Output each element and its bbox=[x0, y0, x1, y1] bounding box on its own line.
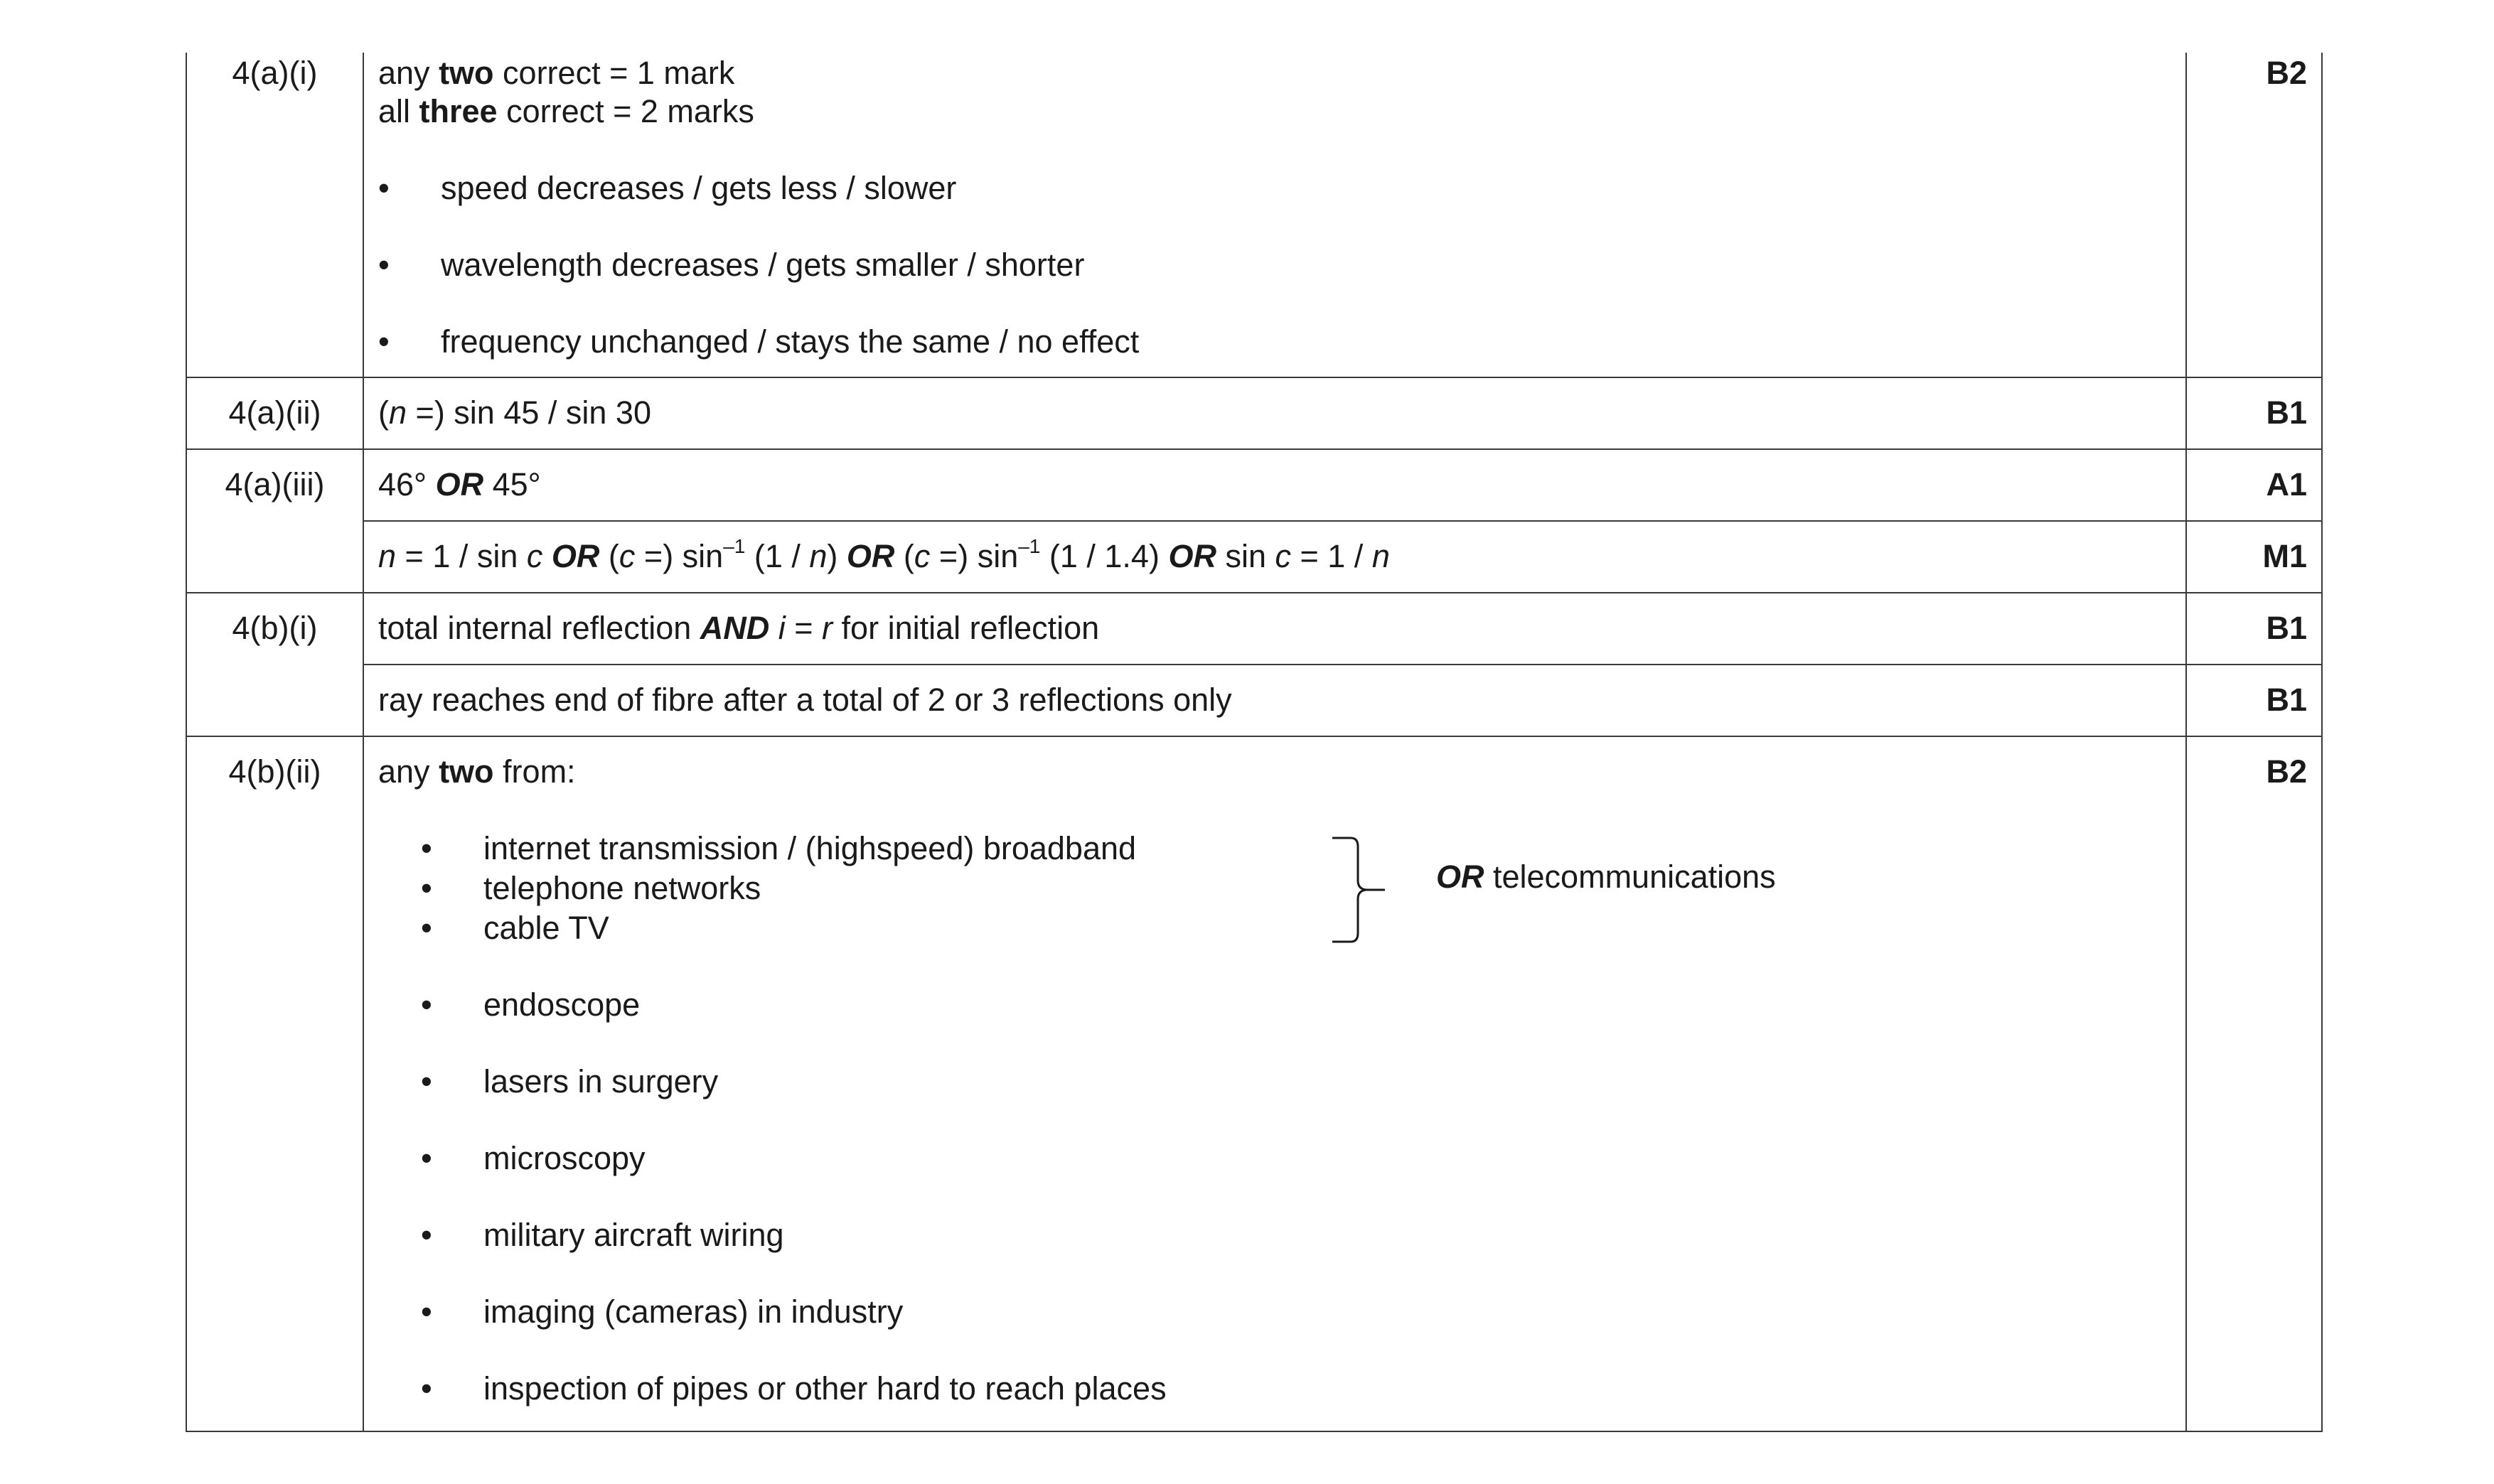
answer-cell: n = 1 / sin c OR (c =) $\sin^{-1} (1 / n)$ OR (c =) $\sin^{-1} (1 / 1.4)$ OR sin c = 1 / n bbox=[363, 521, 2186, 593]
list-item: • imaging (cameras) in industry bbox=[421, 1294, 904, 1330]
list-item: • internet transmission / (highspeed) broadband bbox=[421, 830, 1137, 866]
telecommunications-group bbox=[378, 829, 2171, 949]
mark-scheme-page bbox=[186, 53, 2321, 1432]
bullet-icon: • bbox=[421, 1217, 432, 1253]
table-row bbox=[186, 521, 2322, 593]
answer-line: any two correct = 1 mark bbox=[378, 55, 735, 91]
answer-line: any two from: bbox=[378, 753, 576, 790]
list-item: • endoscope bbox=[421, 986, 641, 1023]
mark-scheme-table bbox=[186, 53, 2323, 1432]
answer-cell: total internal reflection AND i = r for initial reflection bbox=[363, 593, 2186, 665]
bullet-icon: • bbox=[421, 986, 432, 1023]
question-number: 4(a)(ii) bbox=[186, 377, 363, 449]
list-item: • lasers in surgery bbox=[421, 1063, 719, 1099]
question-number: 4(a)(i) bbox=[186, 53, 363, 377]
table-row bbox=[186, 736, 2322, 1431]
mark-cell: B2 bbox=[2186, 53, 2322, 377]
table-row bbox=[186, 377, 2322, 449]
mark-cell: B1 bbox=[2186, 593, 2322, 665]
answer-cell: ray reaches end of fibre after a total of 2 or 3 reflections only bbox=[363, 665, 2186, 736]
curly-brace-icon bbox=[1331, 837, 1388, 943]
list-item: • frequency unchanged / stays the same / no effect bbox=[378, 323, 1140, 360]
bullet-icon: • bbox=[378, 247, 390, 283]
bullet-icon: • bbox=[421, 870, 432, 906]
question-number: 4(a)(iii) bbox=[186, 449, 363, 593]
bullet-icon: • bbox=[421, 830, 432, 866]
mark-cell: B1 bbox=[2186, 665, 2322, 736]
list-item: • speed decreases / gets less / slower bbox=[378, 170, 957, 206]
table-row bbox=[186, 593, 2322, 665]
mark-cell: B2 bbox=[2186, 736, 2322, 1431]
list-item: • wavelength decreases / gets smaller / shorter bbox=[378, 247, 1085, 283]
list-item: • microscopy bbox=[421, 1140, 646, 1176]
mark-cell: M1 bbox=[2186, 521, 2322, 593]
bullet-icon: • bbox=[421, 1294, 432, 1330]
list-item: • inspection of pipes or other hard to reach places bbox=[421, 1370, 1167, 1407]
list-item: • telephone networks bbox=[421, 870, 761, 906]
answer-cell: (n =) sin 45 / sin 30 bbox=[363, 377, 2186, 449]
bullet-icon: • bbox=[421, 1370, 432, 1407]
bullet-icon: • bbox=[421, 1140, 432, 1176]
answer-line: all three correct = 2 marks bbox=[378, 93, 754, 129]
table-row bbox=[186, 665, 2322, 736]
bullet-icon: • bbox=[378, 323, 390, 360]
answer-cell bbox=[363, 736, 2186, 1431]
list-item: • military aircraft wiring bbox=[421, 1217, 784, 1253]
question-number: 4(b)(ii) bbox=[186, 736, 363, 1431]
mark-cell: B1 bbox=[2186, 377, 2322, 449]
table-row bbox=[186, 53, 2322, 377]
group-label: OR telecommunications bbox=[1436, 859, 1776, 895]
list-item: • cable TV bbox=[421, 910, 609, 946]
answer-cell bbox=[363, 53, 2186, 377]
question-number: 4(b)(i) bbox=[186, 593, 363, 736]
bullet-icon: • bbox=[378, 170, 390, 206]
answer-cell: 46° OR 45° bbox=[363, 449, 2186, 521]
mark-cell: A1 bbox=[2186, 449, 2322, 521]
bullet-icon: • bbox=[421, 1063, 432, 1099]
bullet-icon: • bbox=[421, 910, 432, 946]
table-row bbox=[186, 449, 2322, 521]
